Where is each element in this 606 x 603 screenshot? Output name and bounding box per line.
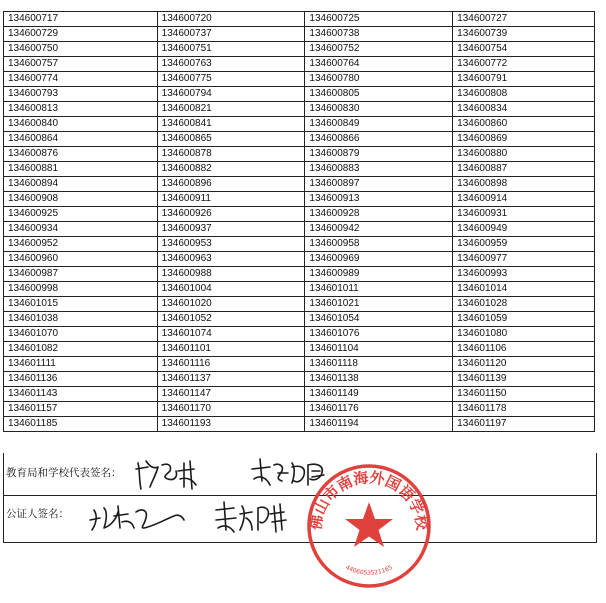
- table-cell: 134600928: [305, 207, 453, 222]
- table-cell: 134600793: [4, 87, 158, 102]
- table-cell: 134601149: [305, 387, 453, 402]
- table-cell: 134601193: [157, 417, 305, 432]
- notary-signature-row: [3, 496, 597, 543]
- table-row: [4, 252, 595, 267]
- table-cell: 134601147: [157, 387, 305, 402]
- table-cell: 134600725: [305, 12, 453, 27]
- table-cell: 134600959: [453, 237, 595, 252]
- table-cell: 134600882: [157, 162, 305, 177]
- table-cell: 134601074: [157, 327, 305, 342]
- handwritten-signature-3: [88, 500, 188, 536]
- table-cell: 134600751: [157, 42, 305, 57]
- table-cell: 134600926: [157, 207, 305, 222]
- seal-star-icon: [345, 502, 393, 547]
- table-cell: 134600727: [453, 12, 595, 27]
- table-cell: 134600865: [157, 132, 305, 147]
- table-cell: 134600840: [4, 117, 158, 132]
- table-cell: 134601076: [305, 327, 453, 342]
- table-row: [4, 57, 595, 72]
- table-cell: 134601138: [305, 372, 453, 387]
- table-cell: 134601080: [453, 327, 595, 342]
- table-cell: 134601157: [4, 402, 158, 417]
- table-row: [4, 207, 595, 222]
- table-cell: 134600881: [4, 162, 158, 177]
- table-cell: 134600775: [157, 72, 305, 87]
- table-cell: 134600942: [305, 222, 453, 237]
- table-cell: 134600887: [453, 162, 595, 177]
- table-cell: 134601178: [453, 402, 595, 417]
- table-row: [4, 282, 595, 297]
- table-cell: 134600750: [4, 42, 158, 57]
- seal-text: 佛山市南海外国语学校: [306, 468, 432, 532]
- table-cell: 134600866: [305, 132, 453, 147]
- table-cell: 134600780: [305, 72, 453, 87]
- table-cell: 134600949: [453, 222, 595, 237]
- table-cell: 134600894: [4, 177, 158, 192]
- table-cell: 134600729: [4, 27, 158, 42]
- table-row: [4, 312, 595, 327]
- table-cell: 134601021: [305, 297, 453, 312]
- table-cell: 134600958: [305, 237, 453, 252]
- table-cell: 134600998: [4, 282, 158, 297]
- table-cell: 134600988: [157, 267, 305, 282]
- table-cell: 134600897: [305, 177, 453, 192]
- table-cell: 134601101: [157, 342, 305, 357]
- seal-code: 4406053521165: [344, 564, 394, 577]
- table-cell: 134601197: [453, 417, 595, 432]
- table-cell: 134601070: [4, 327, 158, 342]
- table-cell: 134601015: [4, 297, 158, 312]
- table-cell: 134600763: [157, 57, 305, 72]
- table-cell: 134600849: [305, 117, 453, 132]
- table-cell: 134600752: [305, 42, 453, 57]
- table-row: [4, 357, 595, 372]
- table-cell: 134600925: [4, 207, 158, 222]
- number-table: [3, 11, 595, 432]
- table-cell: 134600908: [4, 192, 158, 207]
- table-cell: 134600883: [305, 162, 453, 177]
- table-row: [4, 192, 595, 207]
- table-cell: 134600739: [453, 27, 595, 42]
- table-row: [4, 42, 595, 57]
- table-cell: 134601028: [453, 297, 595, 312]
- table-cell: 134601150: [453, 387, 595, 402]
- table-row: [4, 342, 595, 357]
- table-cell: 134600757: [4, 57, 158, 72]
- table-cell: 134600989: [305, 267, 453, 282]
- table-row: [4, 27, 595, 42]
- table-cell: 134600754: [453, 42, 595, 57]
- table-cell: 134600864: [4, 132, 158, 147]
- table-cell: 134600987: [4, 267, 158, 282]
- table-row: [4, 72, 595, 87]
- table-row: [4, 102, 595, 117]
- table-cell: 134600834: [453, 102, 595, 117]
- table-cell: 134600720: [157, 12, 305, 27]
- table-cell: 134600737: [157, 27, 305, 42]
- table-cell: 134601120: [453, 357, 595, 372]
- table-cell: 134600772: [453, 57, 595, 72]
- table-cell: 134600805: [305, 87, 453, 102]
- table-cell: 134601038: [4, 312, 158, 327]
- table-row: [4, 417, 595, 432]
- table-cell: 134601176: [305, 402, 453, 417]
- table-cell: 134601116: [157, 357, 305, 372]
- table-cell: 134601185: [4, 417, 158, 432]
- table-cell: 134600869: [453, 132, 595, 147]
- table-cell: 134600841: [157, 117, 305, 132]
- table-cell: 134600794: [157, 87, 305, 102]
- table-cell: 134601054: [305, 312, 453, 327]
- edu-signature-label: 教育局和学校代表签名：: [6, 467, 122, 479]
- table-row: [4, 402, 595, 417]
- table-row: [4, 162, 595, 177]
- table-cell: 134600774: [4, 72, 158, 87]
- table-cell: 134600934: [4, 222, 158, 237]
- table-cell: 134600813: [4, 102, 158, 117]
- table-row: [4, 87, 595, 102]
- table-cell: 134601106: [453, 342, 595, 357]
- table-cell: 134600898: [453, 177, 595, 192]
- table-body: [4, 12, 595, 432]
- table-row: [4, 237, 595, 252]
- table-cell: 134601194: [305, 417, 453, 432]
- table-cell: 134600878: [157, 147, 305, 162]
- table-cell: 134600993: [453, 267, 595, 282]
- table-row: [4, 387, 595, 402]
- school-seal: [305, 462, 433, 590]
- table-cell: 134601014: [453, 282, 595, 297]
- table-row: [4, 222, 595, 237]
- table-row: [4, 117, 595, 132]
- handwritten-signature-1: [132, 457, 212, 493]
- table-cell: 134600913: [305, 192, 453, 207]
- table-cell: 134601139: [453, 372, 595, 387]
- table-cell: 134600764: [305, 57, 453, 72]
- table-row: [4, 147, 595, 162]
- table-row: [4, 12, 595, 27]
- table-cell: 134600931: [453, 207, 595, 222]
- table-cell: 134601020: [157, 297, 305, 312]
- table-cell: 134600821: [157, 102, 305, 117]
- table-row: [4, 327, 595, 342]
- table-cell: 134600963: [157, 252, 305, 267]
- table-row: [4, 372, 595, 387]
- table-cell: 134600791: [453, 72, 595, 87]
- table-cell: 134600717: [4, 12, 158, 27]
- table-cell: 134600808: [453, 87, 595, 102]
- table-cell: 134601111: [4, 357, 158, 372]
- table-cell: 134601143: [4, 387, 158, 402]
- edu-signature-row: [3, 453, 597, 496]
- table-cell: 134600911: [157, 192, 305, 207]
- table-cell: 134600860: [453, 117, 595, 132]
- table-cell: 134600960: [4, 252, 158, 267]
- table-row: [4, 132, 595, 147]
- table-cell: 134601118: [305, 357, 453, 372]
- table-row: [4, 267, 595, 282]
- table-cell: 134601170: [157, 402, 305, 417]
- notary-signature-label: 公证人签名：: [6, 508, 69, 520]
- svg-text:4406053521165: [344, 564, 394, 577]
- table-cell: 134600937: [157, 222, 305, 237]
- table-cell: 134601137: [157, 372, 305, 387]
- table-cell: 134601104: [305, 342, 453, 357]
- table-cell: 134601136: [4, 372, 158, 387]
- table-cell: 134600880: [453, 147, 595, 162]
- table-row: [4, 297, 595, 312]
- table-cell: 134600952: [4, 237, 158, 252]
- table-cell: 134600914: [453, 192, 595, 207]
- table-cell: 134600896: [157, 177, 305, 192]
- table-cell: 134601059: [453, 312, 595, 327]
- table-cell: 134600830: [305, 102, 453, 117]
- table-cell: 134600977: [453, 252, 595, 267]
- table-cell: 134601052: [157, 312, 305, 327]
- table-cell: 134600969: [305, 252, 453, 267]
- table-cell: 134601011: [305, 282, 453, 297]
- table-cell: 134601004: [157, 282, 305, 297]
- table-cell: 134600738: [305, 27, 453, 42]
- table-row: [4, 177, 595, 192]
- table-cell: 134601082: [4, 342, 158, 357]
- table-cell: 134600953: [157, 237, 305, 252]
- table-cell: 134600876: [4, 147, 158, 162]
- handwritten-signature-4: [212, 500, 292, 536]
- table-cell: 134600879: [305, 147, 453, 162]
